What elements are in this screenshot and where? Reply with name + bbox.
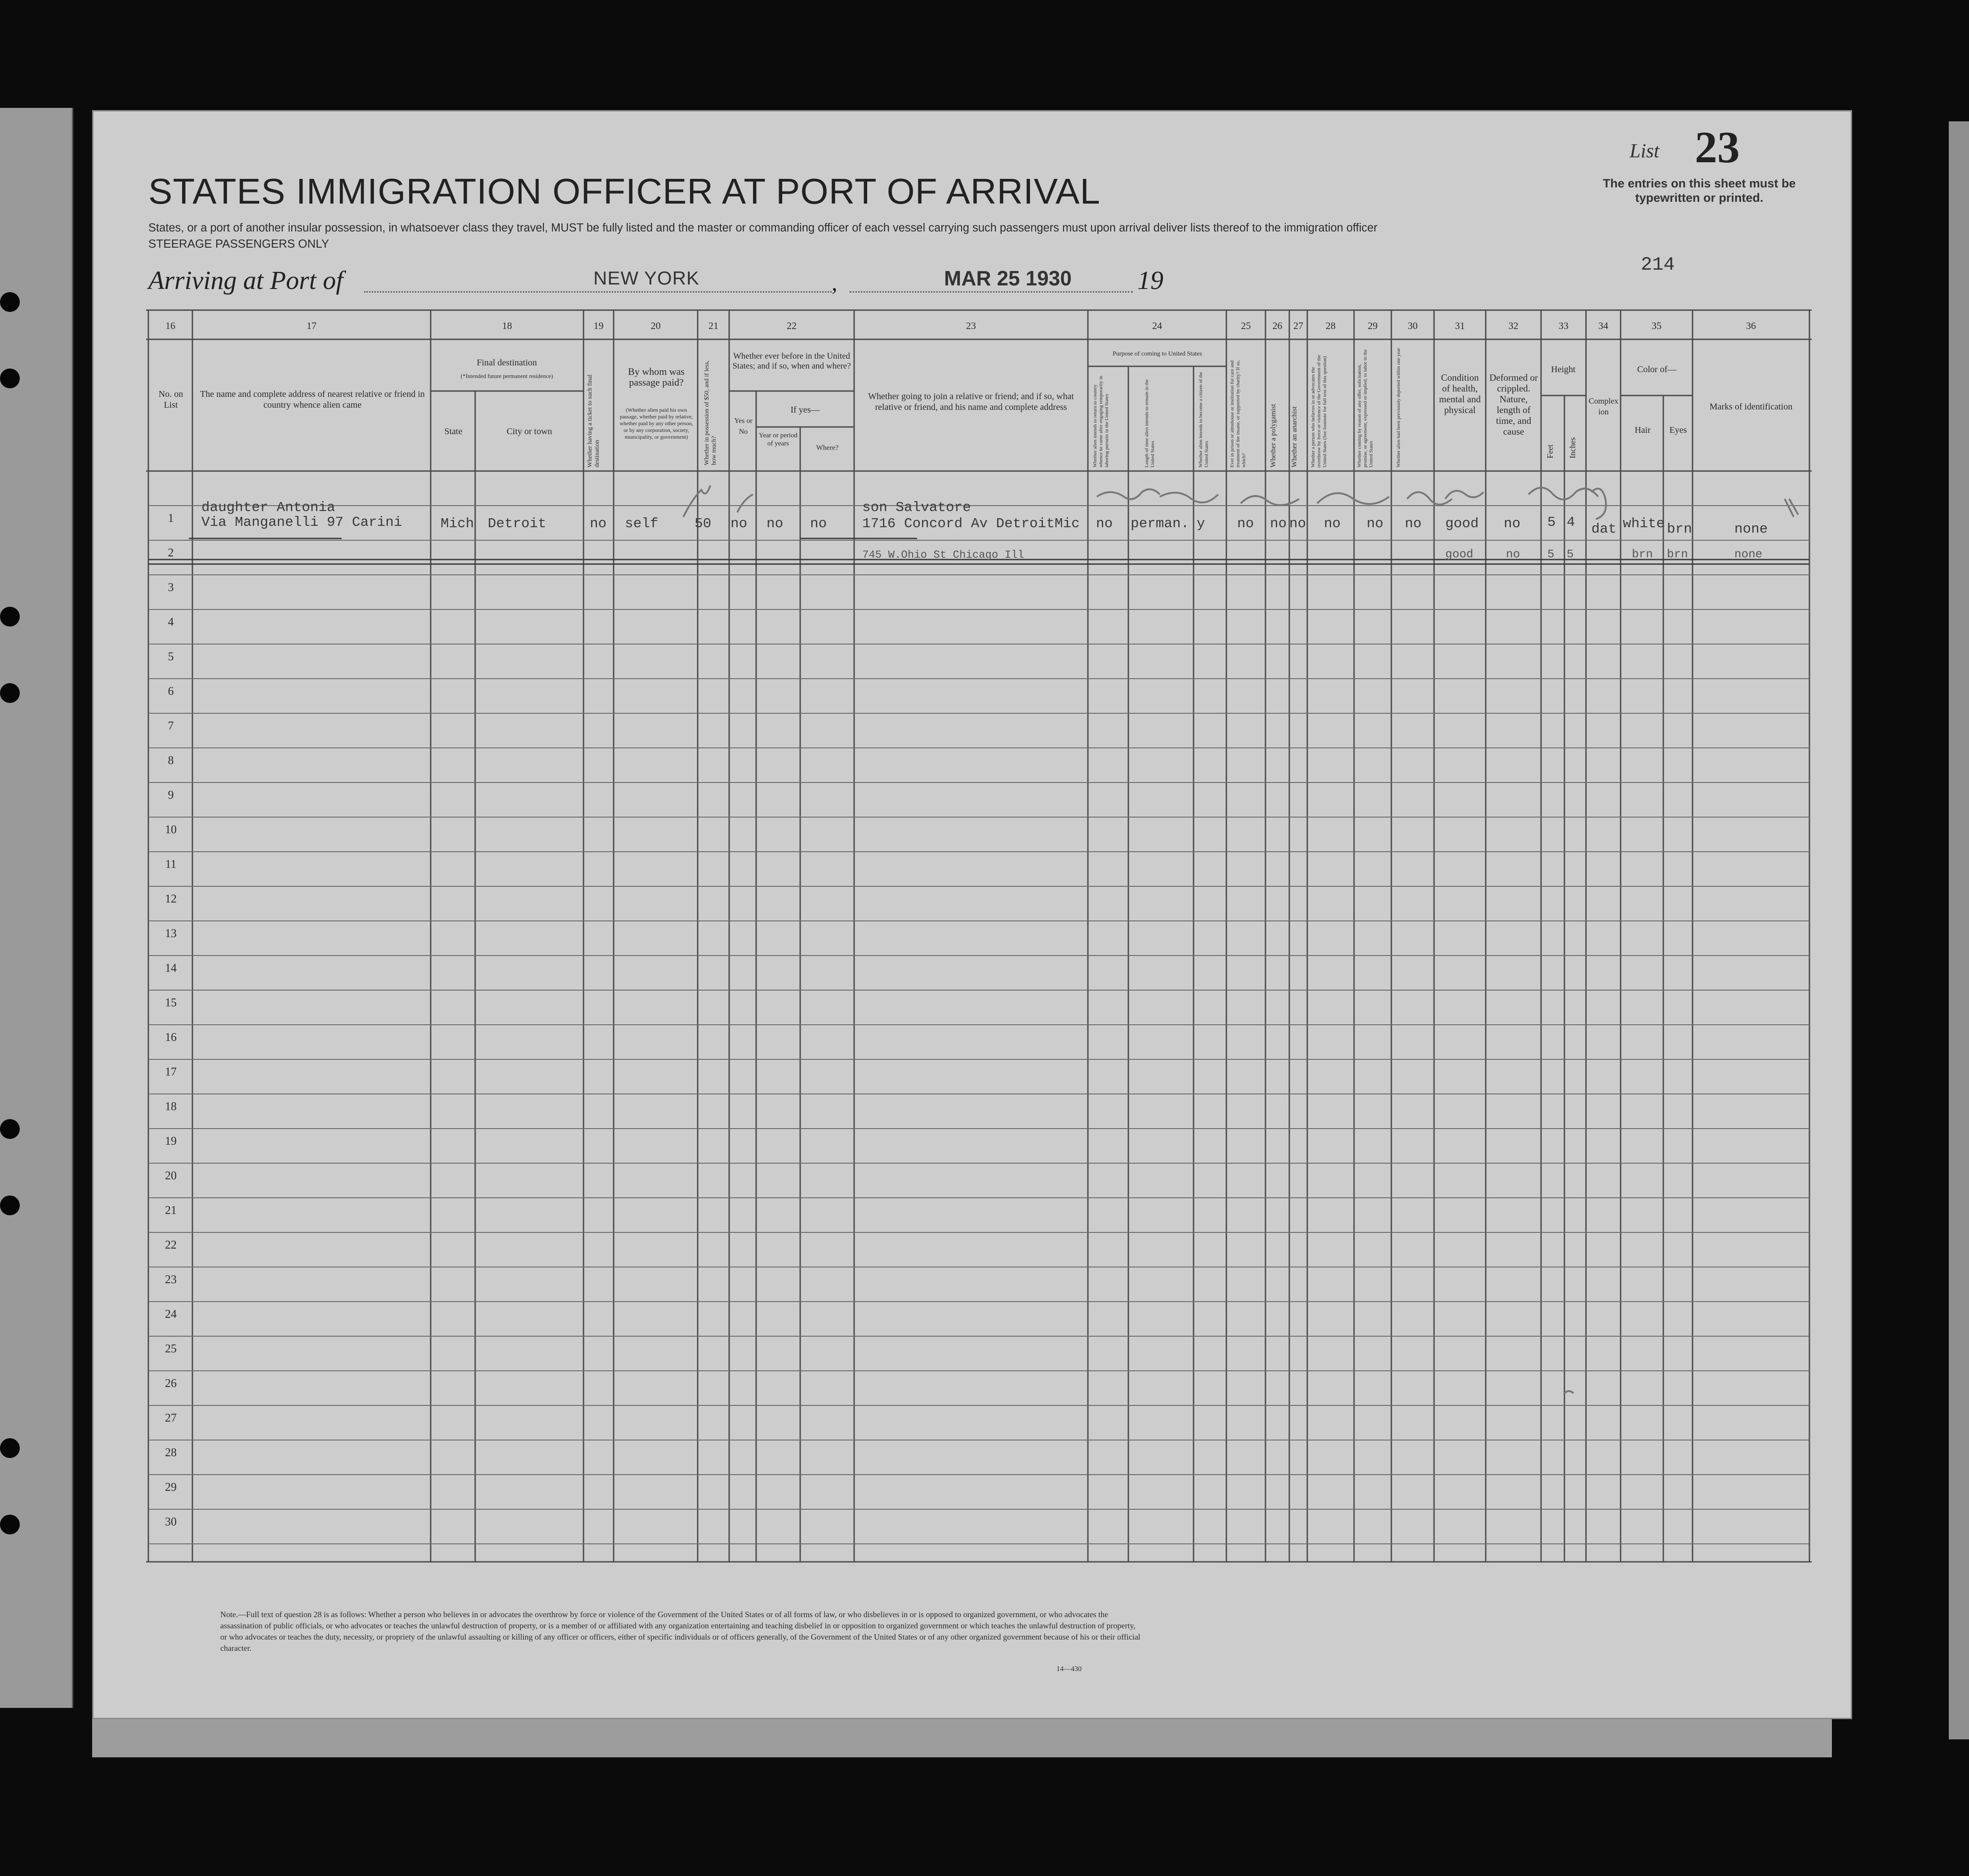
- header-hair: Hair: [1635, 425, 1651, 435]
- header-if-yes: If yes—: [790, 405, 820, 415]
- complexion: dat: [1591, 521, 1617, 537]
- header-feet: Feet: [1546, 445, 1555, 458]
- header-color-of: Color of—: [1637, 365, 1677, 374]
- header-complexion: Complexion: [1589, 396, 1618, 416]
- form-code: 14—430: [1056, 1665, 1082, 1673]
- joining-relative: son Salvatore: [862, 500, 971, 516]
- entries-note: The entries on this sheet must be typewritten or printed.: [1603, 177, 1796, 204]
- header-eyes: Eyes: [1669, 425, 1687, 435]
- dest-state: Mich: [441, 516, 474, 532]
- header-passage-paid-note: (Whether alien paid his own passage, whether paid by relative, whether paid by any other person, or by any corporation, society, municipality, or government): [619, 407, 693, 440]
- health: good: [1445, 516, 1479, 532]
- header-prison: Ever in prison or almshouse or institution for care and treatment of the insane, or supported by charity? If so, which?: [1230, 360, 1247, 467]
- anarchist: no: [1289, 516, 1306, 532]
- overthrow: no: [1324, 516, 1341, 532]
- hair: white: [1623, 516, 1665, 532]
- relative-name: daughter Antonia: [201, 500, 335, 516]
- port-name: NEW YORK: [593, 267, 699, 289]
- citizen: y: [1197, 516, 1205, 532]
- header-no-on-list: No. on List: [158, 389, 183, 410]
- date-stamp: MAR 25 1930: [944, 267, 1072, 290]
- header-final-destination-note: (*Intended future permanent residence): [460, 373, 553, 379]
- before-us: no: [731, 516, 748, 532]
- footnote: Note.—Full text of question 28 is as follows: Whether a person who believes in or advocates the overthrow by force or violence of the Government of the United States or of all forms of law, or who disbelieves in or is opposed to organized government, or who advocates the assassination of public officials, or who advocates or teaches the unlawful destruction of property, or is a member of or affiliated with any organization entertaining and teaching disbelief in or opposition to organized government or which teaches the unlawful destruction of property, or who advocates or teaches the duty, necessity, or propriety of the unlawful assaulting or killing of any officer or officers, either of specific individuals or of officers generally, of the Government of the United States or of any other organized government because of his or their official character.: [220, 1610, 1140, 1653]
- header-state: State: [444, 427, 463, 436]
- header-length-stay: Length of time alien intends to remain in the United States: [1144, 379, 1155, 467]
- header-become-citizen: Whether alien intends to become a citizen of the United States: [1198, 372, 1209, 467]
- page-number: 214: [1641, 254, 1675, 276]
- height-feet: 5: [1547, 547, 1555, 561]
- header-contract-labor: Whether coming by reason of any offer, solicitation, promise, or agreement, expressed or implied, to labor in the United States: [1357, 349, 1374, 467]
- steerage-label: STEERAGE PASSENGERS ONLY: [148, 237, 330, 250]
- dest-city: Detroit: [488, 516, 547, 532]
- header-where: Where?: [816, 444, 839, 452]
- header-year: Year or period of years: [759, 432, 797, 447]
- year-prefix: 19: [1137, 266, 1163, 295]
- page-title: STATES IMMIGRATION OFFICER AT PORT OF ARRIVAL: [148, 171, 1100, 211]
- health: good: [1445, 547, 1474, 561]
- prison: no: [1237, 516, 1254, 532]
- list-number: 23: [1695, 122, 1740, 172]
- header-nearest-relative: The name and complete address of nearest relative or friend in country whence alien came: [200, 389, 425, 410]
- marks: none: [1734, 547, 1763, 561]
- joining-address: 1716 Concord Av DetroitMic: [862, 516, 1080, 532]
- purpose-return: no: [1096, 516, 1113, 532]
- height-feet: 5: [1547, 515, 1556, 530]
- header-purpose: Purpose of coming to United States: [1113, 351, 1202, 357]
- header-joining-relative: Whether going to join a relative or friend; and if so, what relative or friend, and his name and complete address: [868, 391, 1074, 412]
- header-deformed: Deformed or crippled. Nature, length of time, and cause: [1489, 372, 1538, 437]
- header-purpose-return: Whether alien intends to return to country whence he came after engaging temporarily in laboring pursuits in the United States: [1092, 375, 1109, 467]
- header-yes-no: Yes or No: [734, 417, 753, 436]
- header-health: Condition of health, mental and physical: [1439, 372, 1481, 415]
- header-overthrow: Whether a person who believes in or advocates the overthrow by force or violence of the Government of the United States (See footnote for full text of this question): [1310, 355, 1328, 467]
- year: no: [766, 516, 784, 532]
- height-inches: 5: [1567, 547, 1574, 561]
- joining-address: 745 W.Ohio St Chicago Ill: [862, 549, 1025, 561]
- polygamist: no: [1270, 516, 1287, 532]
- port-comma: ,: [832, 270, 837, 295]
- height-inches: 4: [1567, 515, 1575, 530]
- header-passage-paid: By whom was passage paid?: [628, 366, 685, 388]
- page-subtitle: States, or a port of another insular possession, in whatsoever class they travel, MUST be fully listed and the master or commanding officer of each vessel carrying such passengers must upon arrival deliver lists thereof to the immigration officer: [148, 222, 1378, 234]
- header-final-destination: Final destination: [477, 358, 537, 368]
- header-deported: Whether alien had been previously deported within one year: [1396, 348, 1401, 467]
- header-height: Height: [1551, 365, 1576, 374]
- deformed: no: [1504, 516, 1521, 532]
- relative-address: Via Manganelli 97 Carini: [201, 515, 402, 530]
- header-marks: Marks of identification: [1709, 402, 1793, 412]
- list-label: List: [1630, 140, 1660, 162]
- deported: no: [1405, 516, 1422, 532]
- header-polygamist: Whether a polygamist: [1270, 404, 1277, 467]
- ticket: no: [590, 516, 607, 532]
- passage-paid: self: [625, 516, 659, 532]
- header-before-in-us: Whether ever before in the United States; and if so, when and where?: [732, 351, 851, 371]
- arriving-label: Arriving at Port of: [148, 266, 343, 295]
- contract-labor: no: [1367, 516, 1384, 532]
- header-city: City or town: [506, 427, 552, 436]
- header-ticket: Whether having a ticket to such final destination: [587, 374, 601, 467]
- header-inches: Inches: [1568, 437, 1577, 458]
- eyes: brn: [1667, 547, 1688, 561]
- where: no: [810, 516, 827, 532]
- marks: none: [1734, 521, 1768, 537]
- eyes: brn: [1667, 521, 1692, 537]
- hair: brn: [1632, 547, 1653, 561]
- header-anarchist: Whether an anarchist: [1291, 406, 1298, 467]
- deformed: no: [1506, 547, 1520, 561]
- header-money: Whether in possession of $50, and if less, how much?: [704, 360, 717, 465]
- money: 50: [695, 516, 712, 532]
- length-stay: perman.: [1131, 516, 1189, 532]
